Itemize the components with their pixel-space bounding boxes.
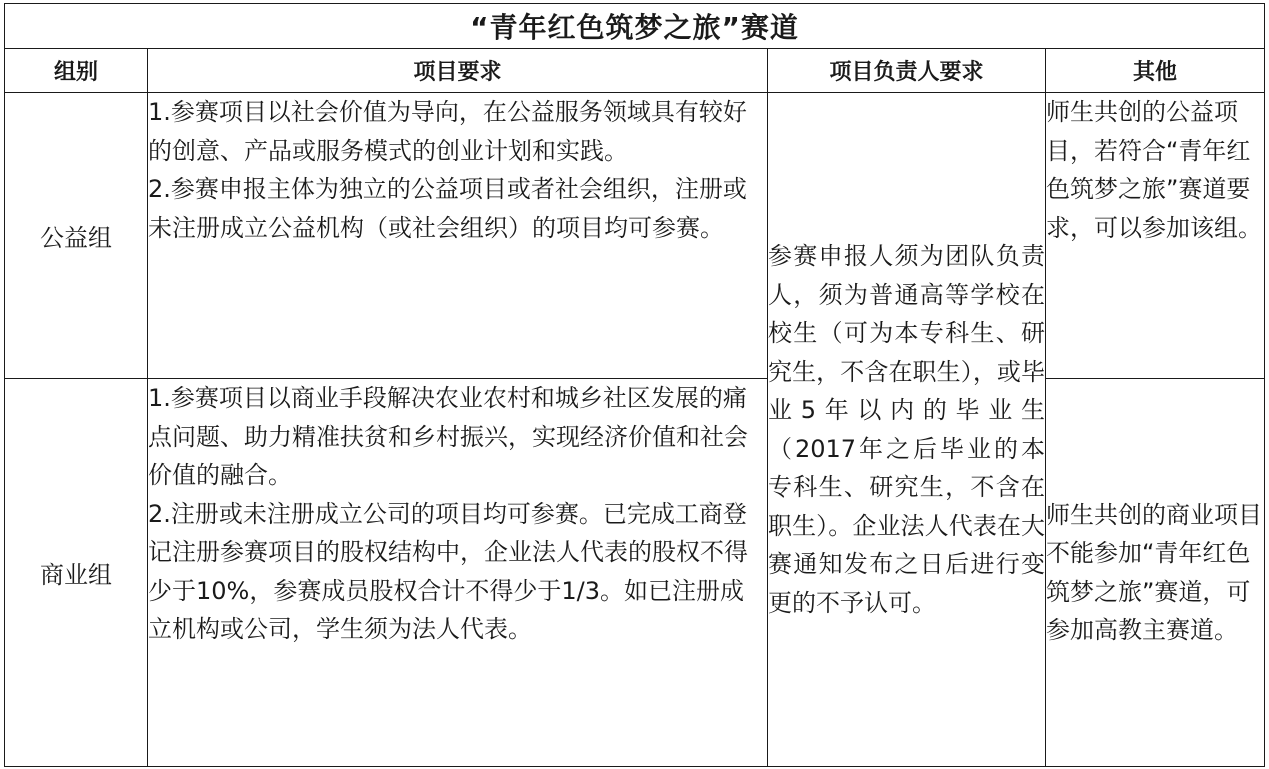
requirement-item: 1.参赛项目以商业手段解决农业农村和城乡社区发展的痛点问题、助力精准扶贫和乡村振兴，实现经济价值和社会价值的融合。 xyxy=(148,384,748,489)
group-public-welfare: 公益组 xyxy=(5,93,148,379)
track-requirements-table xyxy=(4,3,1265,767)
leader-requirements: 参赛申报人须为团队负责人，须为普通高等学校在校生（可为本专科生、研究生，不含在职生），或毕业5年以内的毕业生（2017年之后毕业的本专科生、研究生，不含在职生）。企业法人代表在大赛通知发布之日后进行变更的不予认可。 xyxy=(768,93,1046,767)
header-leader-requirements: 项目负责人要求 xyxy=(768,49,1046,93)
requirement-item: 2.注册或未注册成立公司的项目均可参赛。已完成工商登记注册参赛项目的股权结构中，企业法人代表的股权不得少于10%，参赛成员股权合计不得少于1/3。如已注册成立机构或公司，学生须为法人代表。 xyxy=(148,499,748,643)
header-project-requirements: 项目要求 xyxy=(148,49,768,93)
requirement-item: 2.参赛申报主体为独立的公益项目或者社会组织，注册或未注册成立公益机构（或社会组织）的项目均可参赛。 xyxy=(148,175,747,242)
requirement-item: 1.参赛项目以社会价值为导向，在公益服务领域具有较好的创意、产品或服务模式的创业计划和实践。 xyxy=(148,98,747,165)
table-title: “青年红色筑梦之旅”赛道 xyxy=(5,4,1265,49)
other-commercial: 师生共创的商业项目不能参加“青年红色筑梦之旅”赛道，可参加高教主赛道。 xyxy=(1046,379,1265,767)
table-row-public-welfare xyxy=(5,93,1265,379)
other-public-welfare: 师生共创的公益项目，若符合“青年红色筑梦之旅”赛道要求，可以参加该组。 xyxy=(1046,93,1265,379)
header-other: 其他 xyxy=(1046,49,1265,93)
table-row-commercial xyxy=(5,379,1265,767)
project-requirements-commercial xyxy=(148,379,768,767)
header-group: 组别 xyxy=(5,49,148,93)
project-requirements-public-welfare xyxy=(148,93,768,379)
header-row xyxy=(5,49,1265,93)
group-commercial: 商业组 xyxy=(5,379,148,767)
title-row xyxy=(5,4,1265,49)
